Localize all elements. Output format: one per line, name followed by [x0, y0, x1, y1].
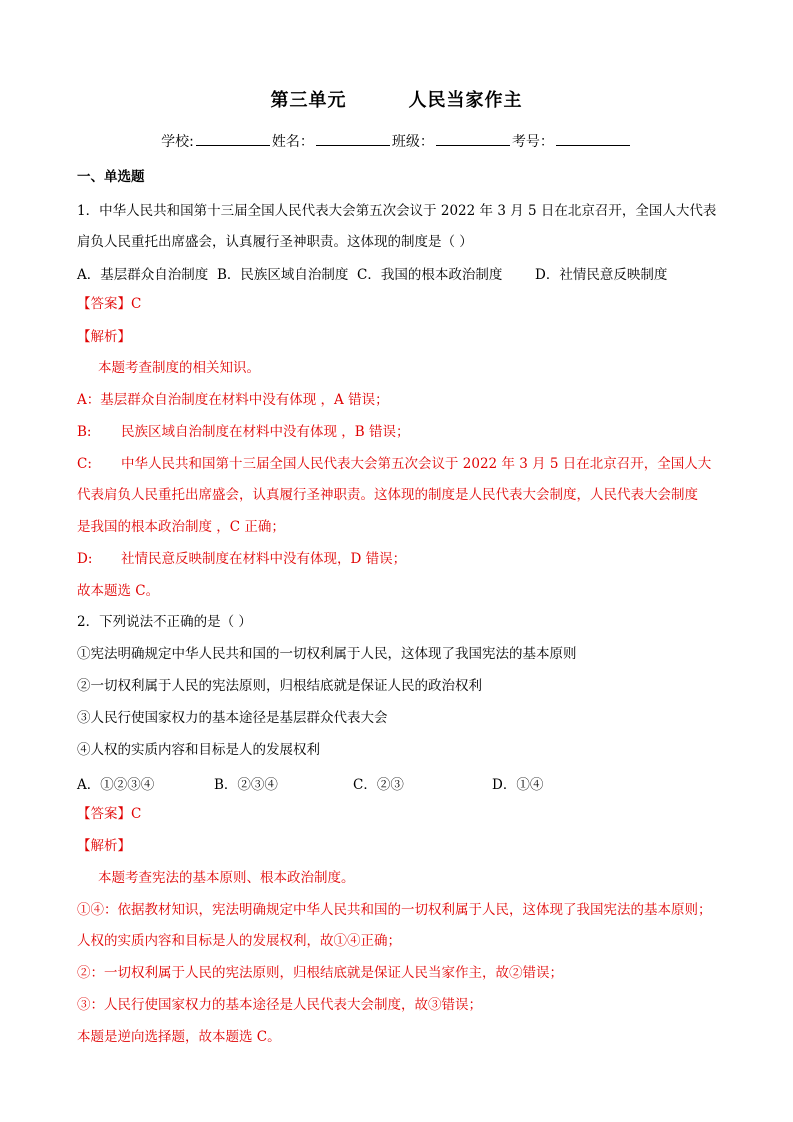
name-blank[interactable]	[316, 132, 390, 146]
q1-analysis-d: D: 社情民意反映制度在材料中没有体现，D 错误；	[77, 551, 407, 567]
q2-statement-2: ②一切权利属于人民的宪法原则，归根结底就是保证人民的政治权利	[77, 678, 482, 694]
q2-analysis-line4: ③：人民行使国家权力的基本途径是人民代表大会制度，故③错误；	[77, 997, 482, 1013]
school-label: 学校:	[161, 134, 194, 150]
q1-analysis-c: C: 中华人民共和国第十三届全国人民代表大会第五次会议于 2022 年 3 月 5 日在北京召开，全国人大	[77, 456, 712, 472]
q2-statement-4: ④人权的实质内容和目标是人的发展权利	[77, 742, 320, 758]
q1-analysis-a: A：基层群众自治制度在材料中没有体现 ，A 错误；	[77, 392, 389, 408]
q1-answer: 【答案】C	[77, 296, 142, 312]
q1-option-b: B．民族区域自治制度	[217, 267, 349, 283]
q2-analysis-intro: 本题考查宪法的基本原则、根本政治制度。	[98, 870, 355, 886]
q1-analysis-b-label: B:	[77, 424, 92, 440]
q1-conclusion: 故本题选 C。	[77, 583, 160, 599]
exam-number-blank[interactable]	[556, 132, 630, 146]
q2-conclusion: 本题是逆向选择题，故本题选 C。	[77, 1029, 281, 1045]
q2-analysis-label: 【解析】	[77, 838, 131, 854]
section-heading: 一、单选题	[77, 169, 145, 185]
school-blank[interactable]	[196, 132, 270, 146]
class-blank[interactable]	[436, 132, 510, 146]
q2-option-c: C．②③	[353, 777, 404, 793]
q1-analysis-intro: 本题考查制度的相关知识。	[98, 360, 260, 376]
q2-answer: 【答案】C	[77, 806, 142, 822]
q2-option-a: A．①②③④	[77, 777, 155, 793]
q2-analysis-line2: 人权的实质内容和目标是人的发展权利，故①④正确；	[77, 933, 401, 949]
q1-stem-line2: 肩负人民重托出席盛会，认真履行圣神职责。这体现的制度是（ ）	[77, 234, 473, 250]
student-info-row	[0, 131, 793, 151]
q1-analysis-c-label: C:	[77, 456, 92, 472]
q1-option-d: D．社情民意反映制度	[535, 267, 668, 283]
q2-statement-3: ③人民行使国家权力的基本途径是基层群众代表大会	[77, 710, 388, 726]
unit-label: 第三单元	[270, 90, 347, 111]
q2-stem: 2．下列说法不正确的是（ ）	[77, 614, 252, 630]
q1-analysis-c-line3: 是我国的根本政治制度 ，C 正确；	[77, 519, 285, 535]
q1-stem-line1: 1．中华人民共和国第十三届全国人民代表大会第五次会议于 2022 年 3 月 5 日在北京召开，全国人大代表	[77, 203, 717, 219]
q2-option-d: D．①④	[492, 777, 544, 793]
q1-analysis-c-line2: 代表肩负人民重托出席盛会，认真履行圣神职责。这体现的制度是人民代表大会制度，人民代表大会制度	[77, 487, 698, 503]
class-label: 班级：	[391, 134, 434, 150]
q1-analysis-label: 【解析】	[77, 329, 131, 345]
q1-analysis-d-label: D:	[77, 551, 93, 567]
q1-option-c: C．我国的根本政治制度	[357, 267, 503, 283]
q2-statement-1: ①宪法明确规定中华人民共和国的一切权利属于人民，这体现了我国宪法的基本原则	[77, 646, 577, 662]
q1-option-a: A．基层群众自治制度	[77, 267, 209, 283]
unit-topic: 人民当家作主	[408, 90, 523, 111]
q1-options	[77, 263, 717, 281]
q2-options	[77, 773, 717, 791]
exam-number-label: 考号：	[511, 134, 554, 150]
name-label: 姓名：	[271, 134, 314, 150]
q2-option-b: B．②③④	[214, 777, 278, 793]
q1-analysis-b: B: 民族区域自治制度在材料中没有体现 ，B 错误；	[77, 424, 410, 440]
q2-analysis-line3: ②：一切权利属于人民的宪法原则，归根结底就是保证人民当家作主，故②错误；	[77, 965, 563, 981]
q2-analysis-line1: ①④：依据教材知识，宪法明确规定中华人民共和国的一切权利属于人民，这体现了我国宪法的基本原则；	[77, 902, 712, 918]
page-title	[0, 86, 793, 112]
q1-analysis-a-label: A：	[77, 392, 101, 408]
